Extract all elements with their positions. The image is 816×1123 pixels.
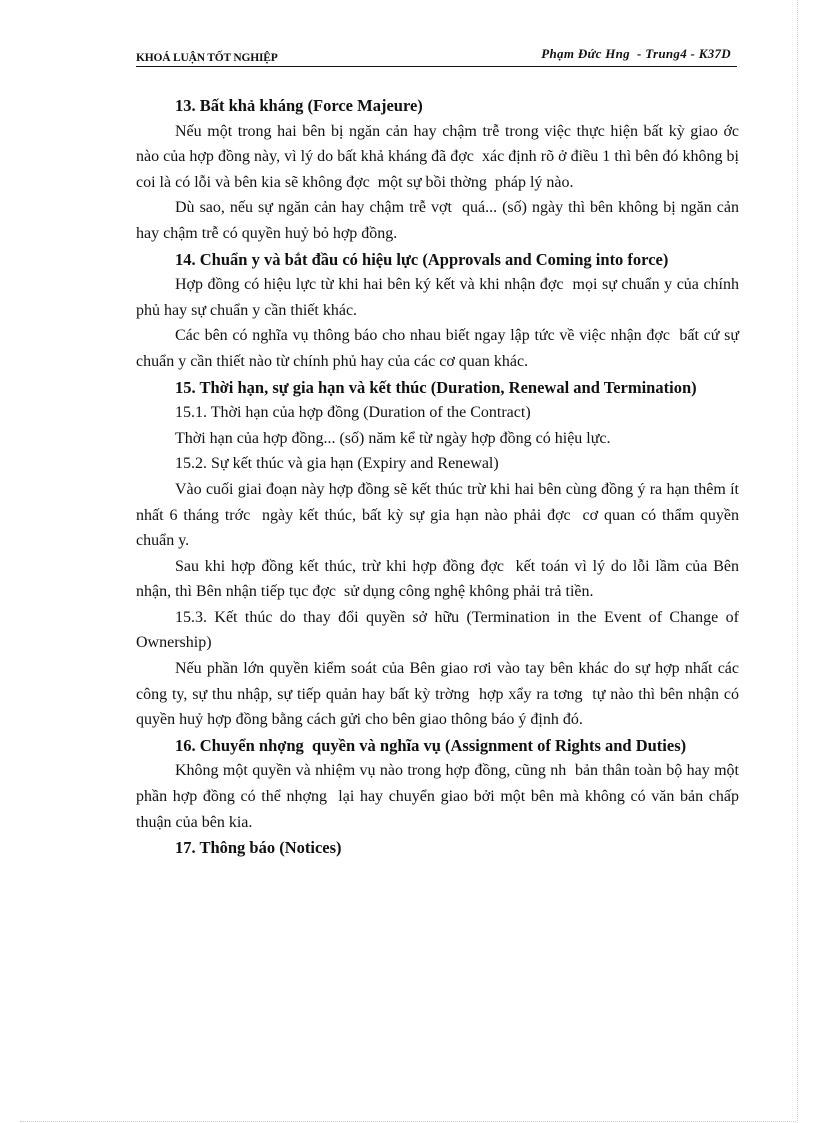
- paragraph: Dù sao, nếu sự ngăn cản hay chậm trễ vợt quá... (số) ngày thì bên không bị ngăn cản hay chậm trễ có quyền huỷ bỏ hợp đồng.: [136, 199, 743, 242]
- section-heading-15: 15. Thời hạn, sự gia hạn và kết thúc (Duration, Renewal and Termination): [175, 377, 697, 397]
- header-author-info: Phạm Đức Hng - Trung4 - K37D: [541, 46, 731, 61]
- paragraph: Hợp đồng có hiệu lực từ khi hai bên ký kết và khi nhận đợc mọi sự chuẩn y của chính phủ hay sự chuẩn y cần thiết khác.: [136, 276, 743, 319]
- header-rule: [136, 66, 737, 67]
- header-thesis-title: KHOÁ LUẬN TỐT NGHIỆP: [136, 52, 278, 64]
- paragraph: Các bên có nghĩa vụ thông báo cho nhau biết ngay lập tức về việc nhận đợc bất cứ sự chuẩn y cần thiết nào từ chính phủ hay của các cơ quan khác.: [136, 327, 743, 370]
- subsection-heading-15-3: 15.3. Kết thúc do thay đổi quyền sở hữu (Termination in the Event of Change of Ownership): [136, 608, 743, 652]
- paragraph: Không một quyền và nhiệm vụ nào trong hợp đồng, cũng nh bản thân toàn bộ hay một phần hợp đồng có thể nhợng lại hay chuyển giao bởi một bên mà không có văn bản chấp thuận của bên kia.: [136, 762, 743, 831]
- section-heading-14: 14. Chuẩn y và bắt đầu có hiệu lực (Approvals and Coming into force): [175, 249, 669, 269]
- margin-dotted-line: [797, 0, 798, 1123]
- subsection-heading-15-1: 15.1. Thời hạn của hợp đồng (Duration of the Contract): [175, 404, 531, 422]
- paragraph: Sau khi hợp đồng kết thúc, trừ khi hợp đồng đợc kết toán vì lý do lỗi lầm của Bên nhận, thì Bên nhận tiếp tục đợc sử dụng công nghệ không phải trả tiền.: [136, 557, 743, 601]
- document-body: [136, 93, 747, 861]
- paragraph: Nếu phần lớn quyền kiểm soát của Bên giao rơi vào tay bên khác do sự hợp nhất các công ty, sự thu nhập, sự tiếp quản hay bất kỳ trờng hợp xẩy ra tơng tự nào thì bên nhận có quyền huỷ hợp đồng bằng cách gửi cho bên giao thông báo ý định đó.: [136, 660, 743, 729]
- footer-dotted-line: [20, 1121, 796, 1122]
- section-heading-13: 13. Bất khả kháng (Force Majeure): [175, 96, 423, 115]
- paragraph: Thời hạn của hợp đồng... (số) năm kể từ ngày hợp đồng có hiệu lực.: [175, 429, 611, 447]
- page-header: [136, 46, 737, 68]
- subsection-heading-15-2: 15.2. Sự kết thúc và gia hạn (Expiry and Renewal): [175, 455, 499, 473]
- section-heading-16: 16. Chuyển nhợng quyền và nghĩa vụ (Assignment of Rights and Duties): [175, 735, 687, 755]
- section-heading-17: 17. Thông báo (Notices): [175, 838, 342, 858]
- paragraph: Vào cuối giai đoạn này hợp đồng sẽ kết thúc trừ khi hai bên cùng đồng ý ra hạn thêm ít nhất 6 tháng trớc ngày kết thúc, bất kỳ sự gia hạn nào phải đợc cơ quan có thẩm quyền chuẩn y.: [136, 480, 743, 550]
- paragraph: Nếu một trong hai bên bị ngăn cản hay chậm trễ trong việc thực hiện bất kỳ giao ớc nào của hợp đồng này, vì lý do bất khả kháng đã đợc xác định rõ ở điều 1 thì bên đó không bị coi là có lỗi và bên kia sẽ không đợc một sự bồi thờng pháp lý nào.: [136, 122, 747, 191]
